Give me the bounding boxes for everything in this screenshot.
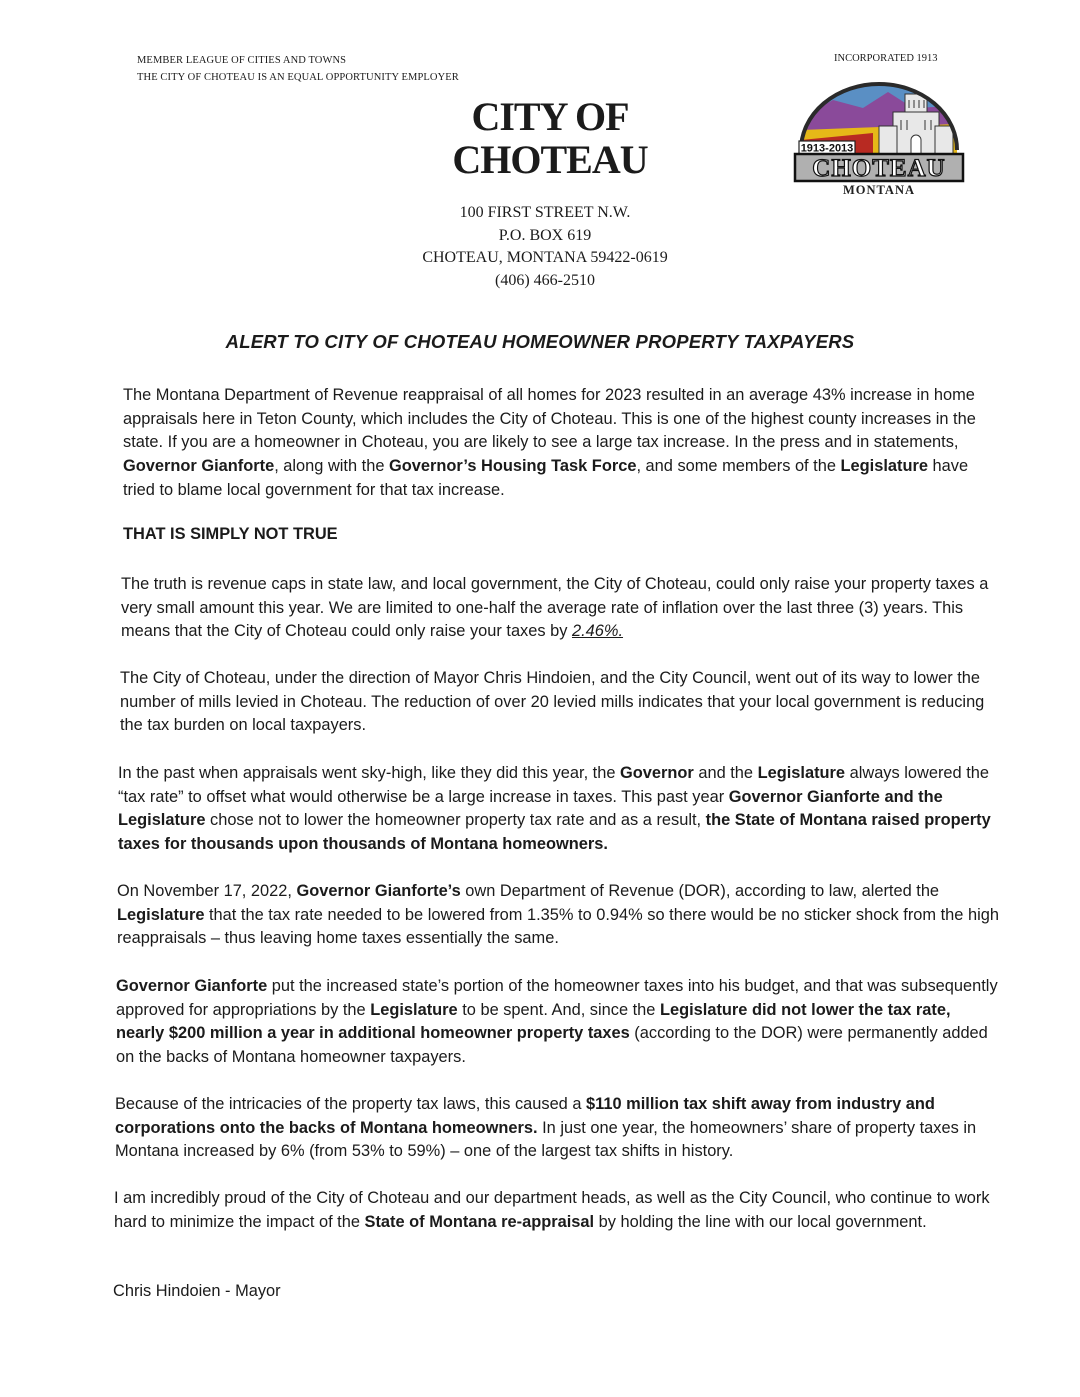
- equal-opportunity-line: THE CITY OF CHOTEAU IS AN EQUAL OPPORTUNITY EMPLOYER: [137, 72, 459, 83]
- member-line: MEMBER LEAGUE OF CITIES AND TOWNS: [137, 55, 347, 66]
- paragraph-4: The City of Choteau, under the direction of Mayor Chris Hindoien, and the City Council, went out of its way to lower the number of mills levied in Choteau. The reduction of over 20 levied mills indicates that your local government is reducing the tax burden on local taxpayers.: [120, 669, 985, 735]
- paragraph-9: I am incredibly proud of the City of Choteau and our department heads, as well as the City Council, who continue to work hard to minimize the impact of the State of Montana re-appraisal by holding the line with our local government.: [114, 1189, 990, 1231]
- page-title: [430, 95, 670, 181]
- paragraph-1: The Montana Department of Revenue reappraisal of all homes for 2023 resulted in an average 43% increase in home appraisals here in Teton County, which includes the City of Choteau. This is one of the highest county increases in the state. If you are a homeowner in Choteau, you are likely to see a large tax increase. In the press and in statements, Governor Gianforte, along with the Governor’s Housing Task Force, and some members of the Legislature have tried to blame local government for that tax increase.: [123, 386, 976, 499]
- paragraph-3: The truth is revenue caps in state law, and local government, the City of Choteau, could only raise your property taxes a very small amount this year. We are limited to one-half the average rate of inflation over the last three (3) years. This means that the City of Choteau could only raise your taxes by 2.46%.: [121, 575, 989, 641]
- address-phone: (406) 466-2510: [495, 271, 595, 289]
- seal-state: MONTANA: [842, 183, 916, 197]
- seal-name: CHOTEAU: [812, 155, 946, 182]
- address-po-box: P.O. BOX 619: [498, 226, 592, 244]
- paragraph-7: Governor Gianforte put the increased state’s portion of the homeowner taxes into his budget, and that was subsequently approved for appropriations by the Legislature to be spent. And, since the Legislature did not lower the tax rate, nearly $200 million a year in additional homeowner property taxes (according to the DOR) were permanently added on the backs of Montana homeowner taxpayers.: [116, 977, 998, 1067]
- letterhead-notes: [137, 52, 459, 86]
- paragraph-6: On November 17, 2022, Governor Gianforte’s own Department of Revenue (DOR), according to law, alerted the Legislature that the tax rate needed to be lowered from 1.35% to 0.94% so there would be no sticker shock from the high reappraisals – thus leaving home taxes essentially the same.: [117, 882, 999, 948]
- paragraph-5: In the past when appraisals went sky-high, like they did this year, the Governor and the Legislature always lowered the “tax rate” to offset what would otherwise be a large increase in taxes. This past year Governor Gianforte and the Legislature chose not to lower the homeowner property tax rate and as a result, the State of Montana raised property taxes for thousands upon thousands of Montana homeowners.: [118, 764, 991, 854]
- address-city: CHOTEAU, MONTANA 59422-0619: [422, 249, 668, 266]
- title-line-1: CITY OF: [471, 94, 629, 139]
- seal-years: 1913-2013: [800, 142, 854, 155]
- signature: Chris Hindoien - Mayor: [113, 1282, 281, 1300]
- title-line-2: CHOTEAU: [452, 137, 648, 182]
- incorporated-note: INCORPORATED 1913: [834, 53, 938, 64]
- paragraph-8: Because of the intricacies of the property tax laws, this caused a $110 million tax shift away from industry and corporations onto the backs of Montana homeowners. In just one year, the homeowners’ share of property taxes in Montana increased by 6% (from 53% to 59%) – one of the largest tax shifts in history.: [115, 1095, 977, 1161]
- paragraph-2: THAT IS SIMPLY NOT TRUE: [123, 525, 338, 543]
- alert-title: ALERT TO CITY OF CHOTEAU HOMEOWNER PROPERTY TAXPAYERS: [225, 331, 855, 352]
- address-block: [380, 202, 710, 292]
- city-seal-logo: [793, 78, 965, 198]
- address-street: 100 FIRST STREET N.W.: [459, 204, 631, 221]
